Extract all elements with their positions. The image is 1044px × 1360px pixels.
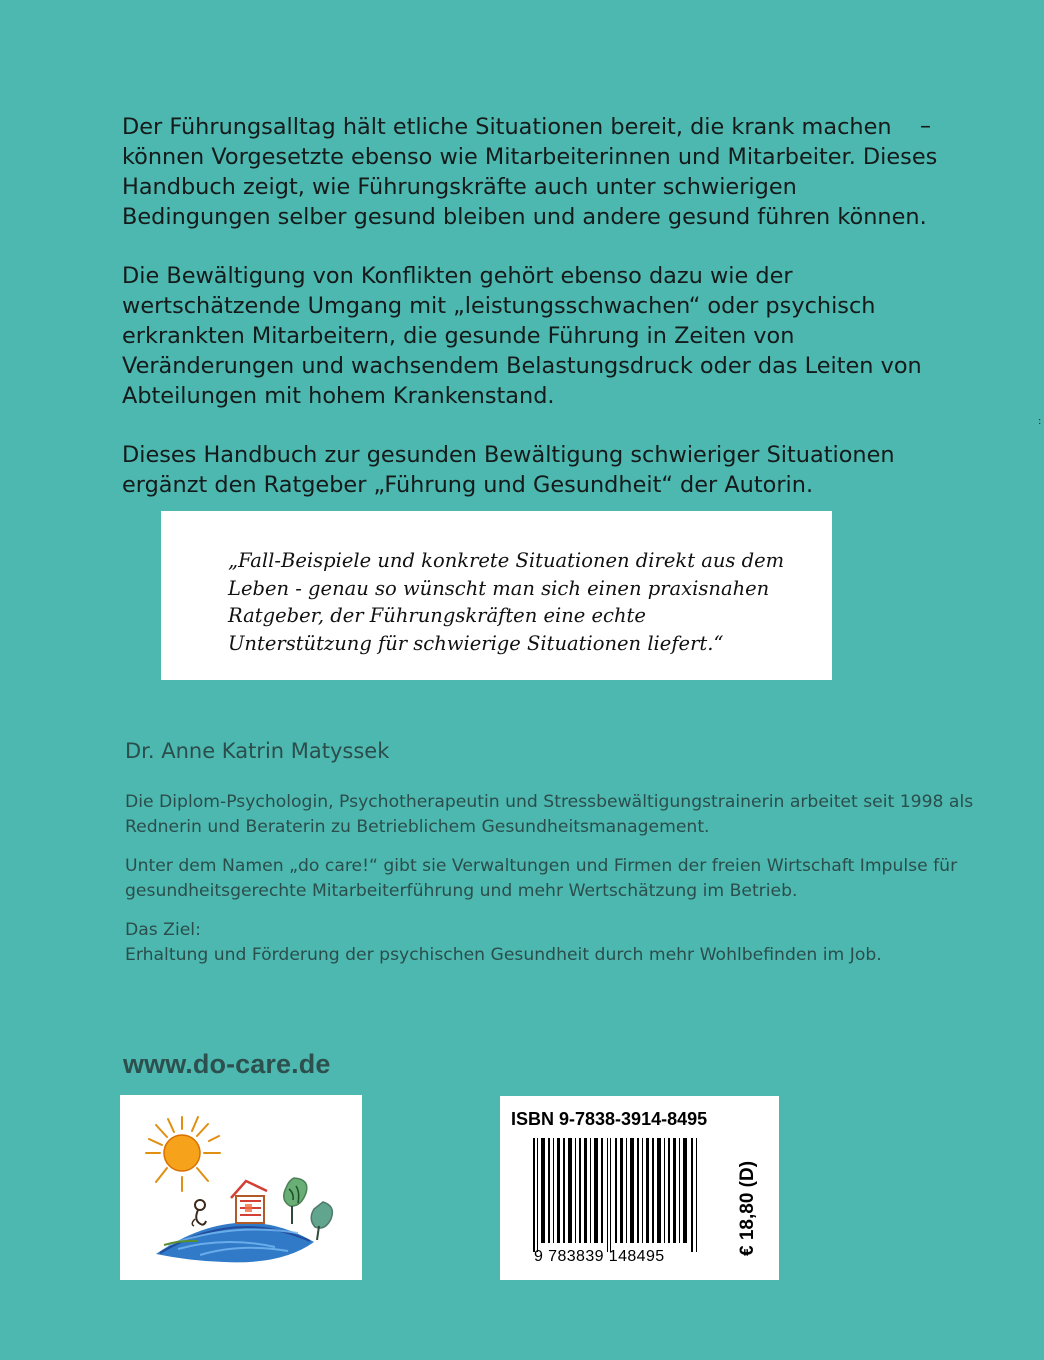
globe-icon <box>156 1223 314 1263</box>
sun-icon <box>146 1117 220 1191</box>
review-quote-box <box>161 511 832 680</box>
blurb-paragraph-3: Dieses Handbuch zur gesunden Bewältigung schwieriger Situationen ergänzt den Ratgeber „Führung und Gesundheit“ der Autorin. <box>122 442 895 498</box>
do-care-logo <box>120 1095 362 1280</box>
tree-icon <box>284 1178 333 1240</box>
author-bio-paragraph-3: Das Ziel: Erhaltung und Förderung der psychischen Gesundheit durch mehr Wohlbefinden im Job. <box>125 920 882 965</box>
logo-illustration <box>120 1095 362 1280</box>
author-bio <box>125 790 985 982</box>
review-quote: „Fall-Beispiele und konkrete Situationen direkt aus dem Leben - genau so wünscht man sich einen praxisnahen Ratgeber, der Führungskräften eine echte Unterstützung für schwierige Situationen liefert.“ <box>228 549 785 655</box>
blurb-paragraph-1: Der Führungsalltag hält etliche Situationen bereit, die krank machen können Vorgesetzte ebenso wie Mitarbeiterinnen und Mitarbeiter. Dieses Handbuch zeigt, wie Führungskräfte auch unter schwierigen Bedingungen selber gesund bleiben und andere gesund führen können. <box>122 114 938 230</box>
barcode-digits: 9 783839 148495 <box>534 1248 665 1265</box>
edge-mark: : <box>1038 416 1042 427</box>
blurb-paragraph-2: Die Bewältigung von Konflikten gehört ebenso dazu wie der wertschätzende Umgang mit „leistungsschwachen“ oder psychisch erkrankten Mitarbeitern, die gesunde Führung in Zeiten von Veränderungen und wachsendem Belastungsdruck oder das Leiten von Abteilungen mit hohem Krankenstand. <box>122 263 922 409</box>
barcode-panel <box>500 1096 779 1280</box>
author-name: Dr. Anne Katrin Matyssek <box>125 739 390 763</box>
person-icon <box>192 1200 206 1226</box>
isbn-label: ISBN 9-7838-3914-8495 <box>511 1109 708 1129</box>
website-link[interactable]: www.do-care.de <box>123 1049 331 1079</box>
barcode-icon <box>533 1138 703 1252</box>
author-bio-paragraph-1: Die Diplom-Psychologin, Psychotherapeutin und Stressbewältigungstrainerin arbeitet seit 1998 als Rednerin und Beraterin zu Betrieblichem Gesundheitsmanagement. <box>125 792 974 837</box>
cover-blurb <box>122 112 952 529</box>
house-icon <box>231 1181 267 1223</box>
price-label: € 18,80 (D) <box>737 1160 758 1256</box>
author-bio-paragraph-2: Unter dem Namen „do care!“ gibt sie Verwaltungen und Firmen der freien Wirtschaft Impulse für gesundheitsgerechte Mitarbeiterführung und mehr Wertschätzung im Betrieb. <box>125 856 958 901</box>
blurb-dash: – <box>920 114 931 139</box>
